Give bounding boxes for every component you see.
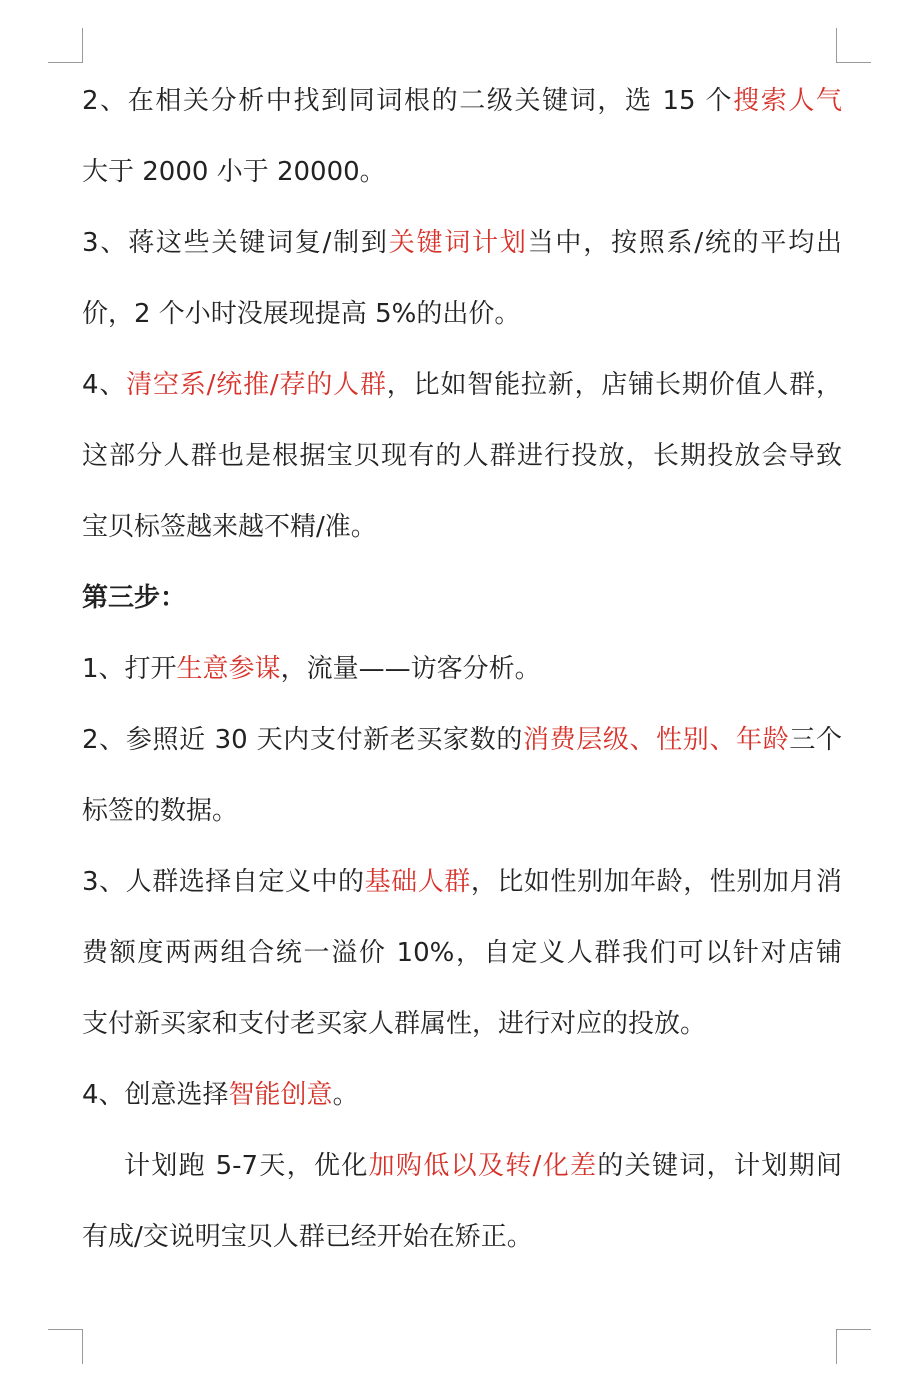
text-run: 费额度两两组合统一溢价 10%，自定义人群我们可以针对店铺	[82, 938, 842, 968]
text-run: 大于 2000 小于 20000。	[82, 157, 386, 187]
text-line-15	[82, 1060, 842, 1131]
text-line-16	[82, 1131, 842, 1202]
text-run: 支付新买家和支付老买家人群属性，进行对应的投放。	[82, 1009, 707, 1039]
highlight-basic-crowd: 基础人群	[364, 867, 471, 897]
text-run: 价，2 个小时没展现提高 5%的出价。	[82, 299, 521, 329]
text-run: 标签的数据。	[82, 796, 239, 826]
crop-mark-top-right	[836, 28, 871, 63]
text-run: 4、	[82, 370, 127, 400]
highlight-search-popularity: 搜索人气	[733, 86, 842, 116]
highlight-smart-creative: 智能创意	[228, 1080, 333, 1110]
text-line-13	[82, 918, 842, 989]
text-line-2	[82, 137, 842, 208]
text-run: ，比如性别加年龄，性别加月消	[470, 867, 842, 897]
highlight-low-cart-poor-conversion: 加购低以及转/化差	[368, 1151, 598, 1181]
text-line-6	[82, 421, 842, 492]
text-line-11	[82, 776, 842, 847]
section-heading-step-three	[82, 563, 842, 634]
crop-mark-top-left	[48, 28, 83, 63]
text-line-9	[82, 634, 842, 705]
text-line-17	[82, 1202, 842, 1273]
text-run: 计划跑 5-7天，优化	[124, 1151, 369, 1181]
text-line-5	[82, 350, 842, 421]
text-run: 当中，按照系/统的平均出	[527, 228, 842, 258]
text-line-3	[82, 208, 842, 279]
text-run: 2、参照近 30 天内支付新老买家数的	[82, 725, 523, 755]
text-run: 这部分人群也是根据宝贝现有的人群进行投放，长期投放会导致	[82, 441, 842, 471]
text-run: 3、蒋这些关键词复/制到	[82, 228, 389, 258]
highlight-keyword-plan: 关键词计划	[388, 228, 528, 258]
text-line-7	[82, 492, 842, 563]
text-run: 。	[332, 1080, 359, 1110]
text-run: ，流量——访客分析。	[280, 654, 541, 684]
text-line-4	[82, 279, 842, 350]
highlight-business-advisor: 生意参谋	[176, 654, 281, 684]
text-run: 有成/交说明宝贝人群已经开始在矫正。	[82, 1222, 533, 1252]
crop-mark-bottom-right	[836, 1329, 871, 1364]
document-body	[82, 66, 842, 1273]
highlight-clear-recommended-crowd: 清空系/统推/荐的人群	[126, 370, 387, 400]
highlight-consumption-gender-age: 消费层级、性别、年龄	[522, 725, 790, 755]
text-line-14	[82, 989, 842, 1060]
text-line-12	[82, 847, 842, 918]
text-line-10	[82, 705, 842, 776]
text-run: 2、在相关分析中找到同词根的二级关键词，选 15 个	[82, 86, 734, 116]
text-run: 的关键词，计划期间	[597, 1151, 842, 1181]
text-run: 宝贝标签越来越不精/准。	[82, 512, 377, 542]
crop-mark-bottom-left	[48, 1329, 83, 1364]
heading-text: 第三步：	[82, 583, 187, 613]
text-run: ，比如智能拉新，店铺长期价值人群，	[386, 370, 842, 400]
text-run: 三个	[789, 725, 842, 755]
text-run: 4、创意选择	[82, 1080, 229, 1110]
text-run: 3、人群选择自定义中的	[82, 867, 365, 897]
text-line-1	[82, 66, 842, 137]
text-run: 1、打开	[82, 654, 177, 684]
